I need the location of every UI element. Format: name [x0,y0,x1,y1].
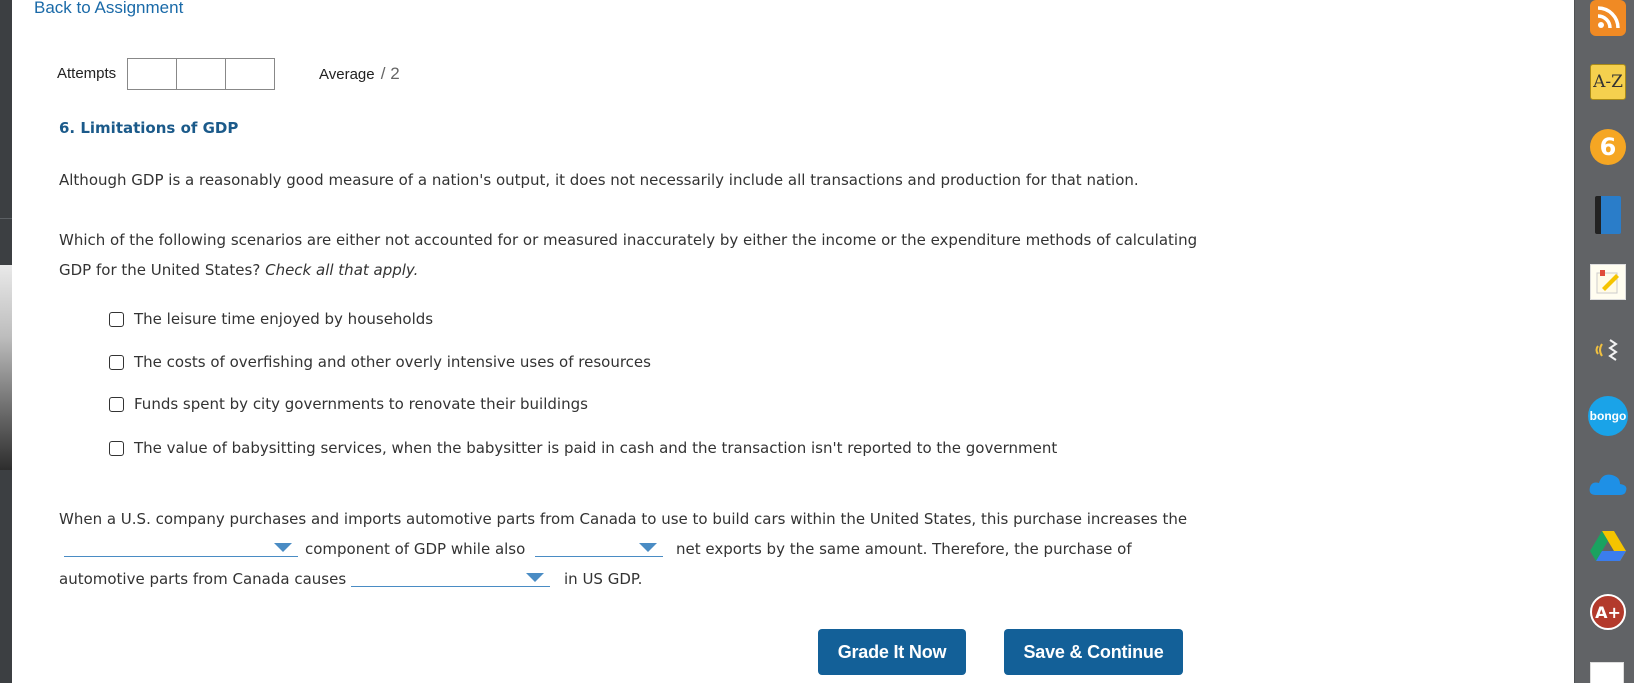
note-icon[interactable] [1590,264,1626,300]
question-prompt [59,225,1219,285]
gdp-effect-dropdown[interactable] [351,567,550,587]
question-title: 6. Limitations of GDP [59,119,239,137]
question-prompt-text: Which of the following scenarios are either not accounted for or measured inaccurately by either the income or the expenditure methods of calculating GDP for the United States? [59,231,1198,279]
gdp-component-dropdown[interactable] [64,537,298,557]
back-to-assignment-link[interactable]: Back to Assignment [34,0,184,17]
chevron-down-icon [274,543,292,552]
fill-in-component-text: component of GDP while also [305,540,526,558]
fill-in-end-text: in US GDP. [564,570,643,588]
average-label: Average [319,66,375,83]
onedrive-icon[interactable] [1588,466,1628,502]
chevron-down-icon [526,573,544,582]
attempts-label: Attempts [57,65,117,82]
extension-sidebar [1574,0,1634,683]
option-checkbox[interactable] [109,441,124,456]
a-plus-icon[interactable]: A+ [1590,594,1626,630]
option-leisure-time[interactable] [109,310,433,328]
average-value: / 2 [380,64,400,83]
background-photo [0,265,12,470]
attempt-box [225,58,275,90]
question-instruction: Check all that apply. [265,261,419,279]
average-score [319,64,400,84]
book-icon[interactable] [1595,196,1621,234]
chevron-down-icon [639,543,657,552]
option-checkbox[interactable] [109,312,124,327]
fill-in-net-exports-text: net exports by the same amount. Therefore, the purchase of [676,540,1132,558]
assignment-content [12,0,1574,683]
option-checkbox[interactable] [109,397,124,412]
google-drive-icon[interactable] [1588,528,1628,564]
net-exports-dropdown[interactable] [535,537,663,557]
option-babysitting[interactable] [109,439,1057,457]
attempt-box [176,58,226,90]
a-z-icon[interactable]: A-Z [1590,64,1626,100]
option-label: The costs of overfishing and other overly intensive uses of resources [134,353,651,371]
option-label: The leisure time enjoyed by households [134,310,434,328]
left-window-edge [0,0,12,683]
option-checkbox[interactable] [109,355,124,370]
attempt-box [127,58,177,90]
bongo-icon[interactable]: bongo [1588,396,1628,436]
voice-icon[interactable] [1590,332,1626,368]
page-icon[interactable] [1590,662,1624,683]
option-label: The value of babysitting services, when the babysitter is paid in cash and the transaction isn't reported to the government [134,439,1058,457]
six-icon[interactable]: 6 [1590,129,1626,165]
option-city-renovation[interactable] [109,395,588,413]
fill-in-causes-text: automotive parts from Canada causes [59,570,347,588]
option-label: Funds spent by city governments to renovate their buildings [134,395,588,413]
save-and-continue-button[interactable]: Save & Continue [1004,629,1183,675]
fill-in-sentence-start: When a U.S. company purchases and imports automotive parts from Canada to use to build cars within the United States, this purchase increases the [59,510,1188,528]
rss-icon[interactable] [1590,0,1626,36]
option-overfishing-costs[interactable] [109,353,651,371]
attempt-boxes [127,58,274,90]
grade-it-now-button[interactable]: Grade It Now [818,629,966,675]
question-intro: Although GDP is a reasonably good measure of a nation's output, it does not necessarily include all transactions and production for that nation. [59,171,1139,189]
